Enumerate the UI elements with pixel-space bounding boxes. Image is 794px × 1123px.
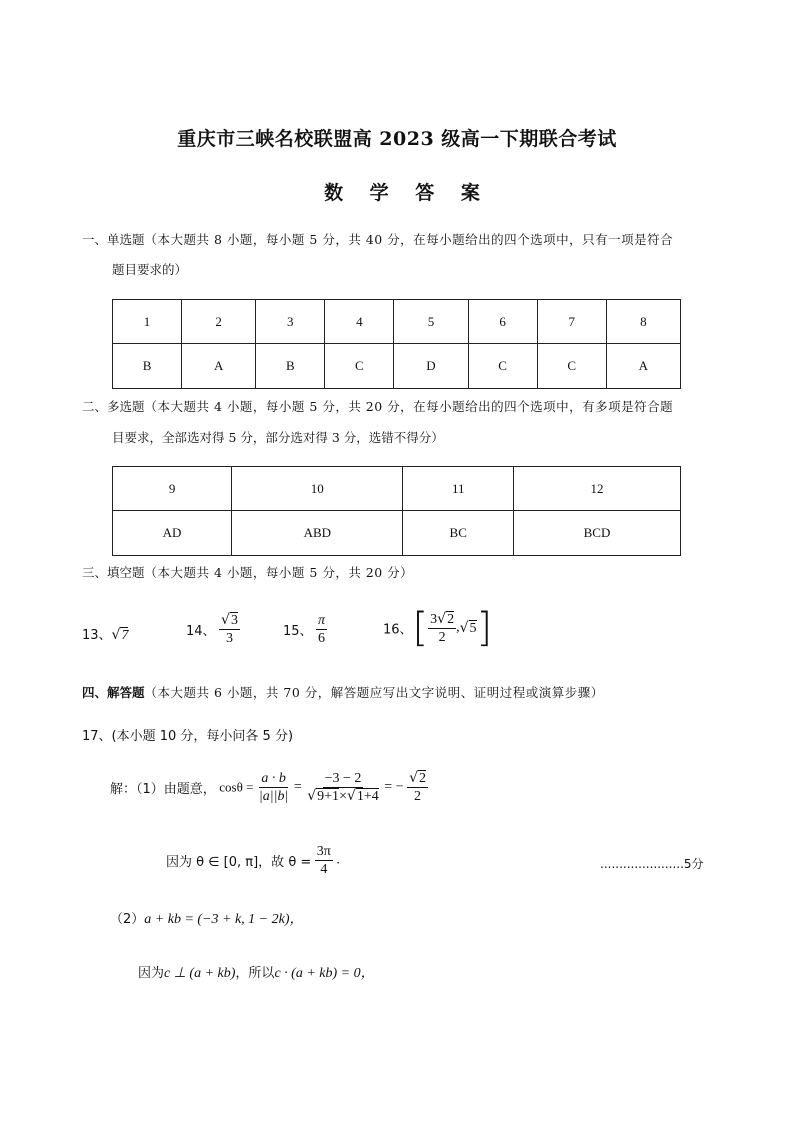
- fraction: $\frac{-3 - 2}{√9+1\times√1+4}$: [307, 771, 379, 804]
- left-bracket: [: [412, 605, 429, 651]
- section-1-heading: [82, 230, 722, 250]
- fraction: $\frac{√3}{3}$: [221, 612, 238, 646]
- fraction: $\frac{3√2}{2}$: [430, 610, 455, 645]
- table-row: [113, 467, 681, 511]
- answer-cell: BCD: [513, 511, 680, 556]
- question-17-title: 17、(本小题 10 分，每小问各 5 分): [82, 729, 294, 744]
- question-number: 2: [182, 300, 256, 344]
- question-number: 11: [403, 467, 513, 511]
- answer-cell: D: [394, 344, 468, 389]
- section-3-title: 三、填空题: [82, 565, 145, 580]
- question-number: 4: [325, 300, 394, 344]
- part-2-line-1: （2）a + kb = (−3 + k, 1 − 2k)，: [110, 912, 304, 927]
- answer-cell: A: [606, 344, 680, 389]
- document-title: 重庆市三峡名校联盟高 2023 级高一下期联合考试: [177, 128, 617, 150]
- single-choice-answer-table: [112, 299, 681, 389]
- answer-cell: B: [113, 344, 182, 389]
- answer-cell: C: [537, 344, 606, 389]
- answer-cell: C: [325, 344, 394, 389]
- section-1-title: 一、单选题: [82, 232, 145, 247]
- question-number: 12: [513, 467, 680, 511]
- question-number: 5: [394, 300, 468, 344]
- section-1-note-1: （本大题共 8 小题，每小题 5 分，共 40 分，在每小题给出的四个选项中，只有一项是符合: [144, 232, 674, 247]
- fraction: $\frac{√2}{2}$: [409, 770, 427, 804]
- fraction: $\frac{3\pi}{4}$: [316, 844, 331, 877]
- question-number: 1: [113, 300, 182, 344]
- answer-cell: BC: [403, 511, 513, 556]
- section-4-heading: [82, 683, 732, 703]
- section-2-note-2: 目要求，全部选对得 5 分，部分选对得 3 分，选错不得分）: [112, 430, 444, 445]
- section-2-note-1: （本大题共 4 小题，每小题 5 分，共 20 分，在每小题给出的四个选项中，有多项是符合题: [144, 399, 674, 414]
- answer-cell: ABD: [232, 511, 403, 556]
- section-1-note-2: 题目要求的）: [112, 262, 188, 277]
- right-bracket: ]: [476, 605, 493, 651]
- answer-15: 15、 $\frac{\pi}{6}$: [283, 613, 326, 646]
- fraction: $\frac{\pi}{6}$: [318, 613, 326, 646]
- answer-16: 16、[ $\frac{3√2}{2}$ ,√5]: [383, 605, 493, 651]
- part-1-derivation: 解：（1）由题意， cosθ = $\frac{a \cdot b}{|a||b|}$ = $\frac{-3 - 2}{√9+1\times√1+4}$ = − $\frac{√2}{2}$: [110, 770, 427, 804]
- question-number: 8: [606, 300, 680, 344]
- table-row: [113, 344, 681, 389]
- document-subtitle: 数 学 答 案: [324, 182, 490, 204]
- section-2-title: 二、多选题: [82, 399, 145, 414]
- answer-cell: B: [256, 344, 325, 389]
- theta-conclusion: 因为 θ ∈ [0, π]，故 θ = $\frac{3\pi}{4}$ .: [166, 844, 340, 877]
- question-number: 6: [468, 300, 537, 344]
- fraction: $\frac{a \cdot b}{|a||b|}$: [258, 771, 289, 804]
- score-marker: ......................5分: [600, 857, 704, 871]
- question-number: 7: [537, 300, 606, 344]
- answer-cell: C: [468, 344, 537, 389]
- section-4-title: 四、解答题: [82, 685, 145, 700]
- section-2-heading: [82, 397, 722, 417]
- question-number: 10: [232, 467, 403, 511]
- answer-14: 14、 $\frac{√3}{3}$: [186, 612, 238, 646]
- multi-choice-answer-table: [112, 466, 681, 556]
- section-4-note: （本大题共 6 小题，共 70 分，解答题应写出文字说明、证明过程或演算步骤）: [144, 685, 604, 700]
- section-3-note: （本大题共 4 小题，每小题 5 分，共 20 分）: [144, 565, 414, 580]
- table-row: [113, 511, 681, 556]
- part-2-line-2: 因为c ⊥ (a + kb)，所以c · (a + kb) = 0，: [138, 966, 375, 981]
- table-row: [113, 300, 681, 344]
- answer-cell: A: [182, 344, 256, 389]
- answer-13: 13、√7: [82, 627, 129, 643]
- section-3-heading: [82, 563, 722, 583]
- question-number: 9: [113, 467, 232, 511]
- answer-cell: AD: [113, 511, 232, 556]
- question-number: 3: [256, 300, 325, 344]
